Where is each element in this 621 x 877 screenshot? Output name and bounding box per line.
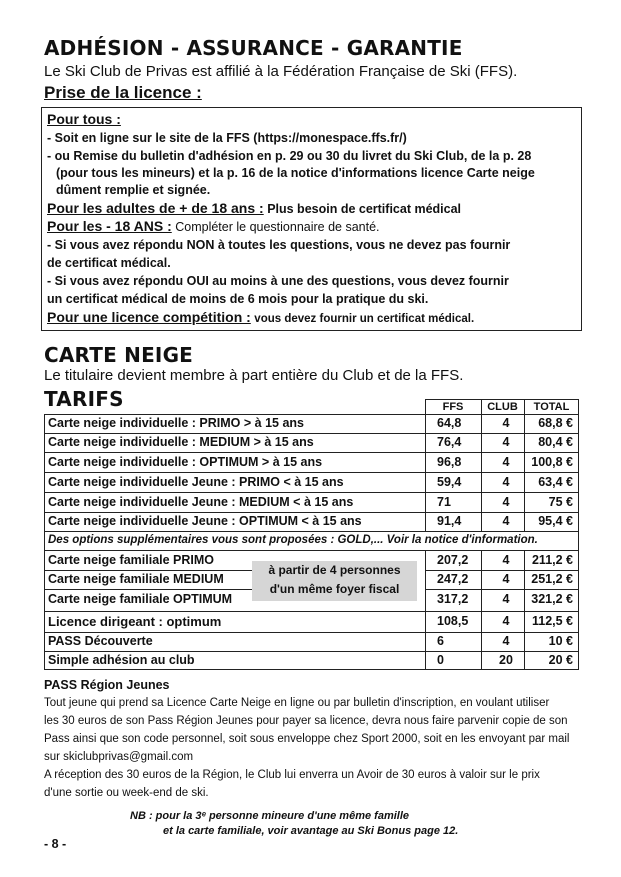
col-header-ffs: FFS xyxy=(442,401,464,413)
row-club: 4 xyxy=(502,592,510,606)
row-club: 4 xyxy=(502,634,510,648)
pass-region-heading: PASS Région Jeunes xyxy=(44,678,170,692)
licence-line: - Soit en ligne sur le site de la FFS (https://monespace.ffs.fr/) xyxy=(47,131,407,145)
row-ffs: 59,4 xyxy=(437,475,462,489)
row-label: Carte neige familiale MEDIUM xyxy=(48,572,224,586)
intro-text: Le Ski Club de Privas est affilié à la Fédération Française de Ski (FFS). xyxy=(44,63,518,80)
moins18-label: Pour les - 18 ANS : xyxy=(47,218,172,234)
row-ffs: 0 xyxy=(437,653,444,667)
row-total: 112,5 € xyxy=(531,614,573,628)
header-box xyxy=(425,399,579,415)
row-ffs: 317,2 xyxy=(437,592,469,606)
oui-line: - Si vous avez répondu OUI au moins à une des questions, vous devez fournir xyxy=(47,274,509,288)
row-label: Licence dirigeant : optimum xyxy=(48,614,222,629)
moins18-text: Compléter le questionnaire de santé. xyxy=(175,220,380,234)
row-club: 20 xyxy=(499,653,513,667)
licence-line: - ou Remise du bulletin d'adhésion en p. 29 ou 30 du livret du Ski Club, de la p. 28 xyxy=(47,149,532,163)
adultes-label: Pour les adultes de + de 18 ans : xyxy=(47,200,264,216)
row-label: Carte neige individuelle : PRIMO > à 15 ans xyxy=(48,416,304,430)
row-ffs: 91,4 xyxy=(437,514,462,528)
pass-region-line: Tout jeune qui prend sa Licence Carte Neige en ligne ou par bulletin d'inscription, en voulant utiliser xyxy=(44,697,550,709)
row-label: Carte neige familiale PRIMO xyxy=(48,553,215,567)
pass-region-line: sur skiclubprivas@gmail.com xyxy=(44,751,194,763)
row-total: 63,4 € xyxy=(538,475,573,489)
row-club: 4 xyxy=(502,475,510,489)
pass-region-line: les 30 euros de son Pass Région Jeunes pour payer sa licence, devra nous faire parvenir copie de son xyxy=(44,715,568,727)
row-club: 4 xyxy=(502,614,510,628)
licence-line: dûment remplie et signée. xyxy=(56,183,211,197)
nb-note-line2: et la carte familiale, voir avantage au Ski Bonus page 12. xyxy=(163,825,459,837)
non-line: - Si vous avez répondu NON à toutes les questions, vous ne devez pas fournir xyxy=(47,238,511,252)
col-header-club: CLUB xyxy=(487,401,518,413)
row-total: 68,8 € xyxy=(538,416,573,430)
pass-region-line: Pass ainsi que son code personnel, soit sous enveloppe chez Sport 2000, soit en les envoyant par mail xyxy=(44,733,570,745)
pour-tous-label: Pour tous : xyxy=(47,111,121,127)
row-total: 95,4 € xyxy=(538,514,573,528)
row-club: 4 xyxy=(502,455,510,469)
tarifs-heading: TARIFS xyxy=(44,387,124,411)
row-total: 100,8 € xyxy=(531,455,573,469)
non-line: de certificat médical. xyxy=(47,256,171,270)
row-total: 251,2 € xyxy=(531,572,573,586)
row-ffs: 76,4 xyxy=(437,435,462,449)
row-club: 4 xyxy=(502,416,510,430)
row-ffs: 96,8 xyxy=(437,455,462,469)
licence-box xyxy=(41,107,582,331)
family-badge xyxy=(252,561,417,601)
page-title: ADHÉSION - ASSURANCE - GARANTIE xyxy=(44,36,463,60)
row-label: Carte neige individuelle : OPTIMUM > à 15 ans xyxy=(48,455,323,469)
row-total: 75 € xyxy=(548,495,573,509)
pass-region-line: A réception des 30 euros de la Région, le Club lui enverra un Avoir de 30 euros à valoir sur le prix xyxy=(44,769,540,781)
competition-label: Pour une licence compétition : xyxy=(47,309,251,325)
nb-note-line1: NB : pour la 3ᵉ personne mineure d'une même famille xyxy=(130,810,410,822)
row-club: 4 xyxy=(502,495,510,509)
row-ffs: 247,2 xyxy=(437,572,469,586)
options-note: Des options supplémentaires vous sont proposées : GOLD,... Voir la notice d'information. xyxy=(48,534,538,546)
row-total: 321,2 € xyxy=(531,592,573,606)
row-label: Simple adhésion au club xyxy=(48,653,195,667)
row-ffs: 207,2 xyxy=(437,553,469,567)
row-ffs: 108,5 xyxy=(437,614,469,628)
pass-region-line: d'une sortie ou week-end de ski. xyxy=(44,787,209,799)
adultes-text: Plus besoin de certificat médical xyxy=(267,202,462,216)
row-ffs: 71 xyxy=(437,495,451,509)
row-club: 4 xyxy=(502,435,510,449)
row-total: 20 € xyxy=(548,653,573,667)
row-label: Carte neige individuelle Jeune : PRIMO < à 15 ans xyxy=(48,475,344,489)
row-ffs: 6 xyxy=(437,634,444,648)
row-ffs: 64,8 xyxy=(437,416,462,430)
family-badge-line: d'un même foyer fiscal xyxy=(269,582,400,596)
row-label: Carte neige individuelle Jeune : MEDIUM < à 15 ans xyxy=(48,495,354,509)
pass-region-text xyxy=(44,694,584,802)
carte-neige-heading: CARTE NEIGE xyxy=(44,343,194,367)
row-label: PASS Découverte xyxy=(48,634,153,648)
family-badge-line: à partir de 4 personnes xyxy=(268,563,401,577)
row-total: 80,4 € xyxy=(538,435,573,449)
row-label: Carte neige familiale OPTIMUM xyxy=(48,592,233,606)
row-club: 4 xyxy=(502,514,510,528)
competition-text: vous devez fournir un certificat médical. xyxy=(254,313,475,325)
row-total: 10 € xyxy=(548,634,573,648)
licence-line: (pour tous les mineurs) et la p. 16 de la notice d'informations licence Carte neige xyxy=(56,166,535,180)
row-label: Carte neige individuelle : MEDIUM > à 15 ans xyxy=(48,435,314,449)
oui-line: un certificat médical de moins de 6 mois pour la pratique du ski. xyxy=(47,292,429,306)
carte-neige-text: Le titulaire devient membre à part entière du Club et de la FFS. xyxy=(44,367,464,384)
row-label: Carte neige individuelle Jeune : OPTIMUM < à 15 ans xyxy=(48,514,362,528)
row-club: 4 xyxy=(502,553,510,567)
licence-heading: Prise de la licence : xyxy=(44,83,202,102)
row-club: 4 xyxy=(502,572,510,586)
col-header-total: TOTAL xyxy=(533,401,570,413)
page-number: - 8 - xyxy=(44,837,67,851)
row-total: 211,2 € xyxy=(531,553,573,567)
